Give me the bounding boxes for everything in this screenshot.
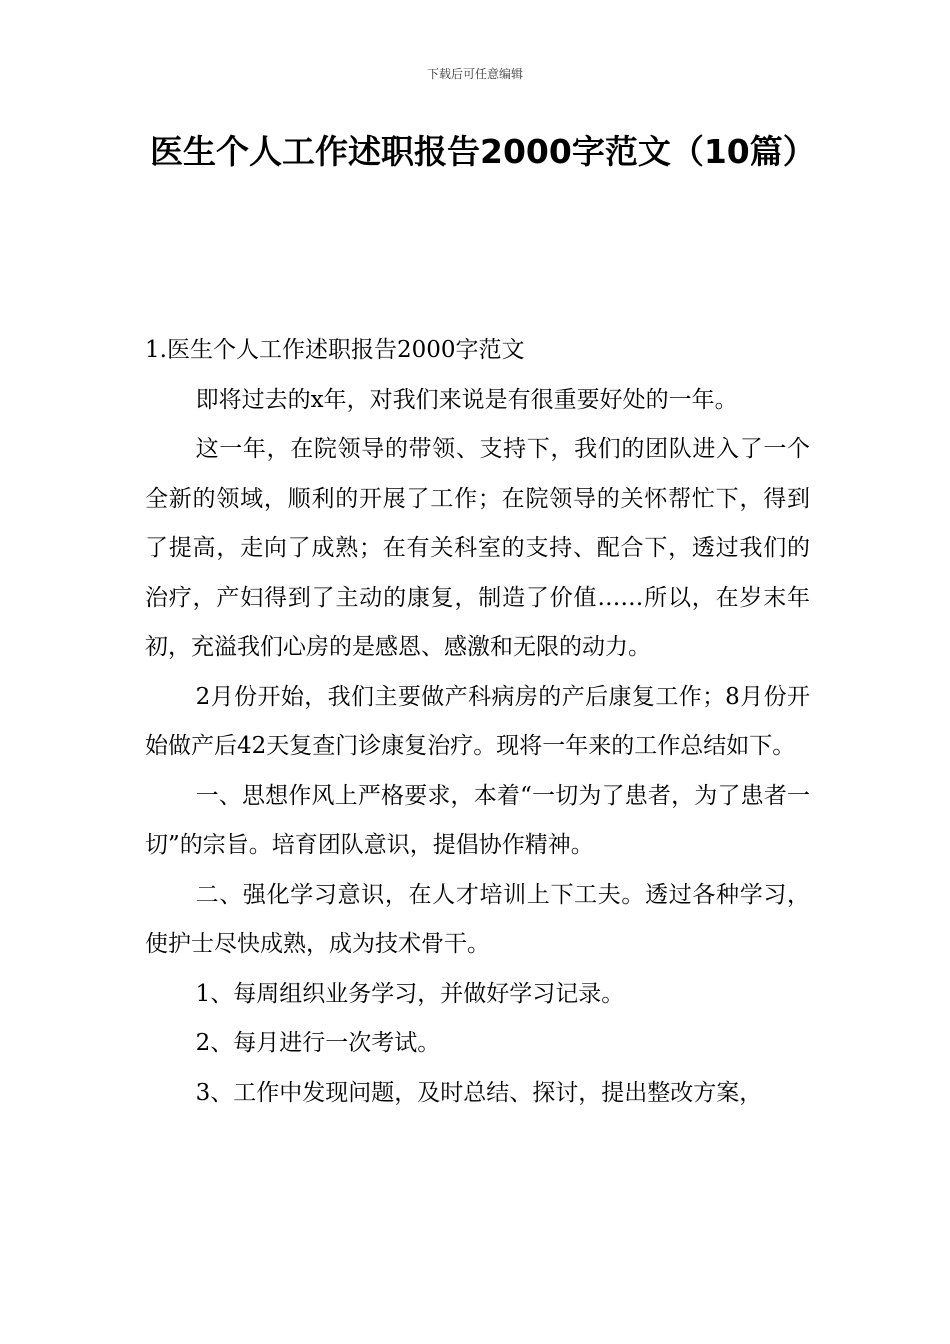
paragraph: 这一年，在院领导的带领、支持下，我们的团队进入了一个全新的领域，顺利的开展了工作；在院领导的关怀帮忙下，得到了提高，走向了成熟；在有关科室的支持、配合下，透过我们的治疗，产妇得到了主动的康复，制造了价值……所以，在岁末年初，充溢我们心房的是感恩、感激和无限的动力。 xyxy=(145,436,810,660)
document-body xyxy=(145,326,810,1118)
list-item: 1、每周组织业务学习，并做好学习记录。 xyxy=(195,980,625,1007)
header-note: 下载后可任意编辑 xyxy=(426,67,523,81)
paragraph: 一、思想作风上严格要求，本着“一切为了患者，为了患者一切”的宗旨。培育团队意识，提倡协作精神。 xyxy=(145,782,810,858)
section-heading: 1.医生个人工作述职报告2000字范文 xyxy=(145,337,525,363)
paragraph: 二、强化学习意识，在人才培训上下工夫。透过各种学习，使护士尽快成熟，成为技术骨干。 xyxy=(145,881,810,957)
paragraph: 2月份开始，我们主要做产科病房的产后康复工作；8月份开始做产后42天复查门诊康复治疗。现将一年来的工作总结如下。 xyxy=(145,683,810,759)
paragraph: 即将过去的x年，对我们来说是有很重要好处的一年。 xyxy=(195,386,738,413)
list-item: 3、工作中发现问题，及时总结、探讨，提出整改方案， xyxy=(195,1079,763,1106)
document-title: 医生个人工作述职报告2000字范文（10篇） xyxy=(150,132,816,171)
list-item: 2、每月进行一次考试。 xyxy=(195,1030,441,1056)
